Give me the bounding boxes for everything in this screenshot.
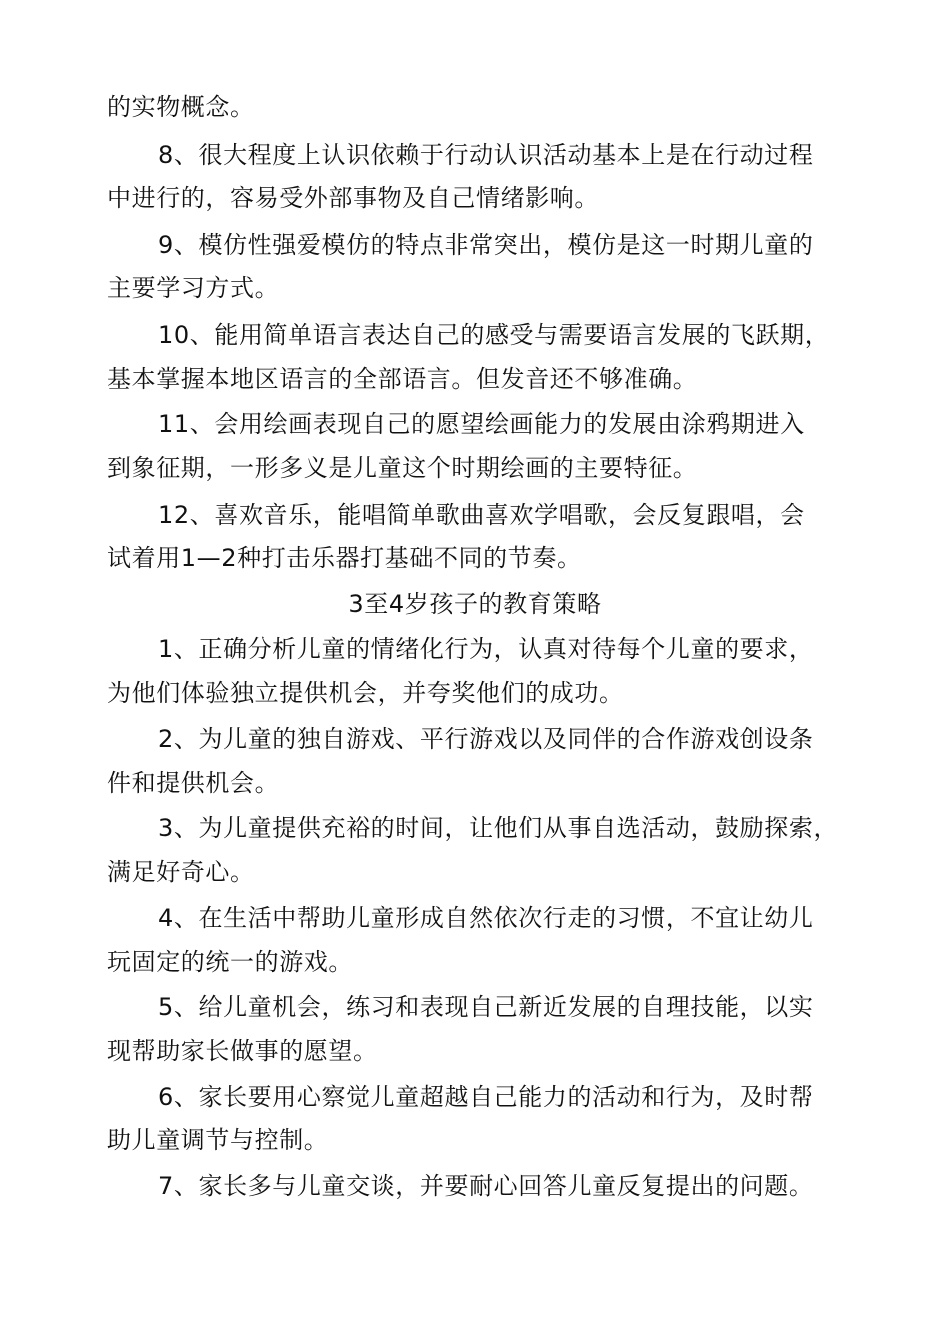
section-heading: 3至4岁孩子的教育策略 xyxy=(348,590,602,618)
text-line: 基本掌握本地区语言的全部语言。但发音还不够准确。 xyxy=(107,365,698,393)
text-line: 现帮助家长做事的愿望。 xyxy=(107,1037,378,1065)
text-line: 6、家长要用心察觉儿童超越自己能力的活动和行为，及时帮 xyxy=(158,1083,814,1111)
text-line: 中进行的，容易受外部事物及自己情绪影响。 xyxy=(107,184,599,212)
text-line: 3、为儿童提供充裕的时间，让他们从事自选活动，鼓励探索， xyxy=(158,814,839,842)
text-line: 满足好奇心。 xyxy=(107,858,255,886)
text-line: 12、喜欢音乐，能唱简单歌曲喜欢学唱歌，会反复跟唱，会 xyxy=(158,501,805,529)
text-line: 2、为儿童的独自游戏、平行游戏以及同伴的合作游戏创设条 xyxy=(158,725,814,753)
text-line: 10、能用简单语言表达自己的感受与需要语言发展的飞跃期， xyxy=(158,321,830,349)
text-line: 助儿童调节与控制。 xyxy=(107,1126,329,1154)
text-line: 的实物概念。 xyxy=(107,93,255,121)
text-line: 4、在生活中帮助儿童形成自然依次行走的习惯，不宜让幼儿 xyxy=(158,904,814,932)
text-line: 5、给儿童机会，练习和表现自己新近发展的自理技能，以实 xyxy=(158,993,814,1021)
text-line: 主要学习方式。 xyxy=(107,274,280,302)
text-line: 7、家长多与儿童交谈，并要耐心回答儿童反复提出的问题。 xyxy=(158,1172,814,1200)
text-line: 试着用1—2种打击乐器打基础不同的节奏。 xyxy=(107,544,582,572)
text-line: 9、模仿性强爱模仿的特点非常突出，模仿是这一时期儿童的 xyxy=(158,231,814,259)
text-line: 11、会用绘画表现自己的愿望绘画能力的发展由涂鸦期进入 xyxy=(158,410,805,438)
text-line: 1、正确分析儿童的情绪化行为，认真对待每个儿童的要求， xyxy=(158,635,814,663)
text-line: 件和提供机会。 xyxy=(107,769,280,797)
text-line: 到象征期，一形多义是儿童这个时期绘画的主要特征。 xyxy=(107,454,698,482)
text-line: 玩固定的统一的游戏。 xyxy=(107,948,353,976)
text-line: 为他们体验独立提供机会，并夸奖他们的成功。 xyxy=(107,679,624,707)
text-line: 8、很大程度上认识依赖于行动认识活动基本上是在行动过程 xyxy=(158,141,814,169)
